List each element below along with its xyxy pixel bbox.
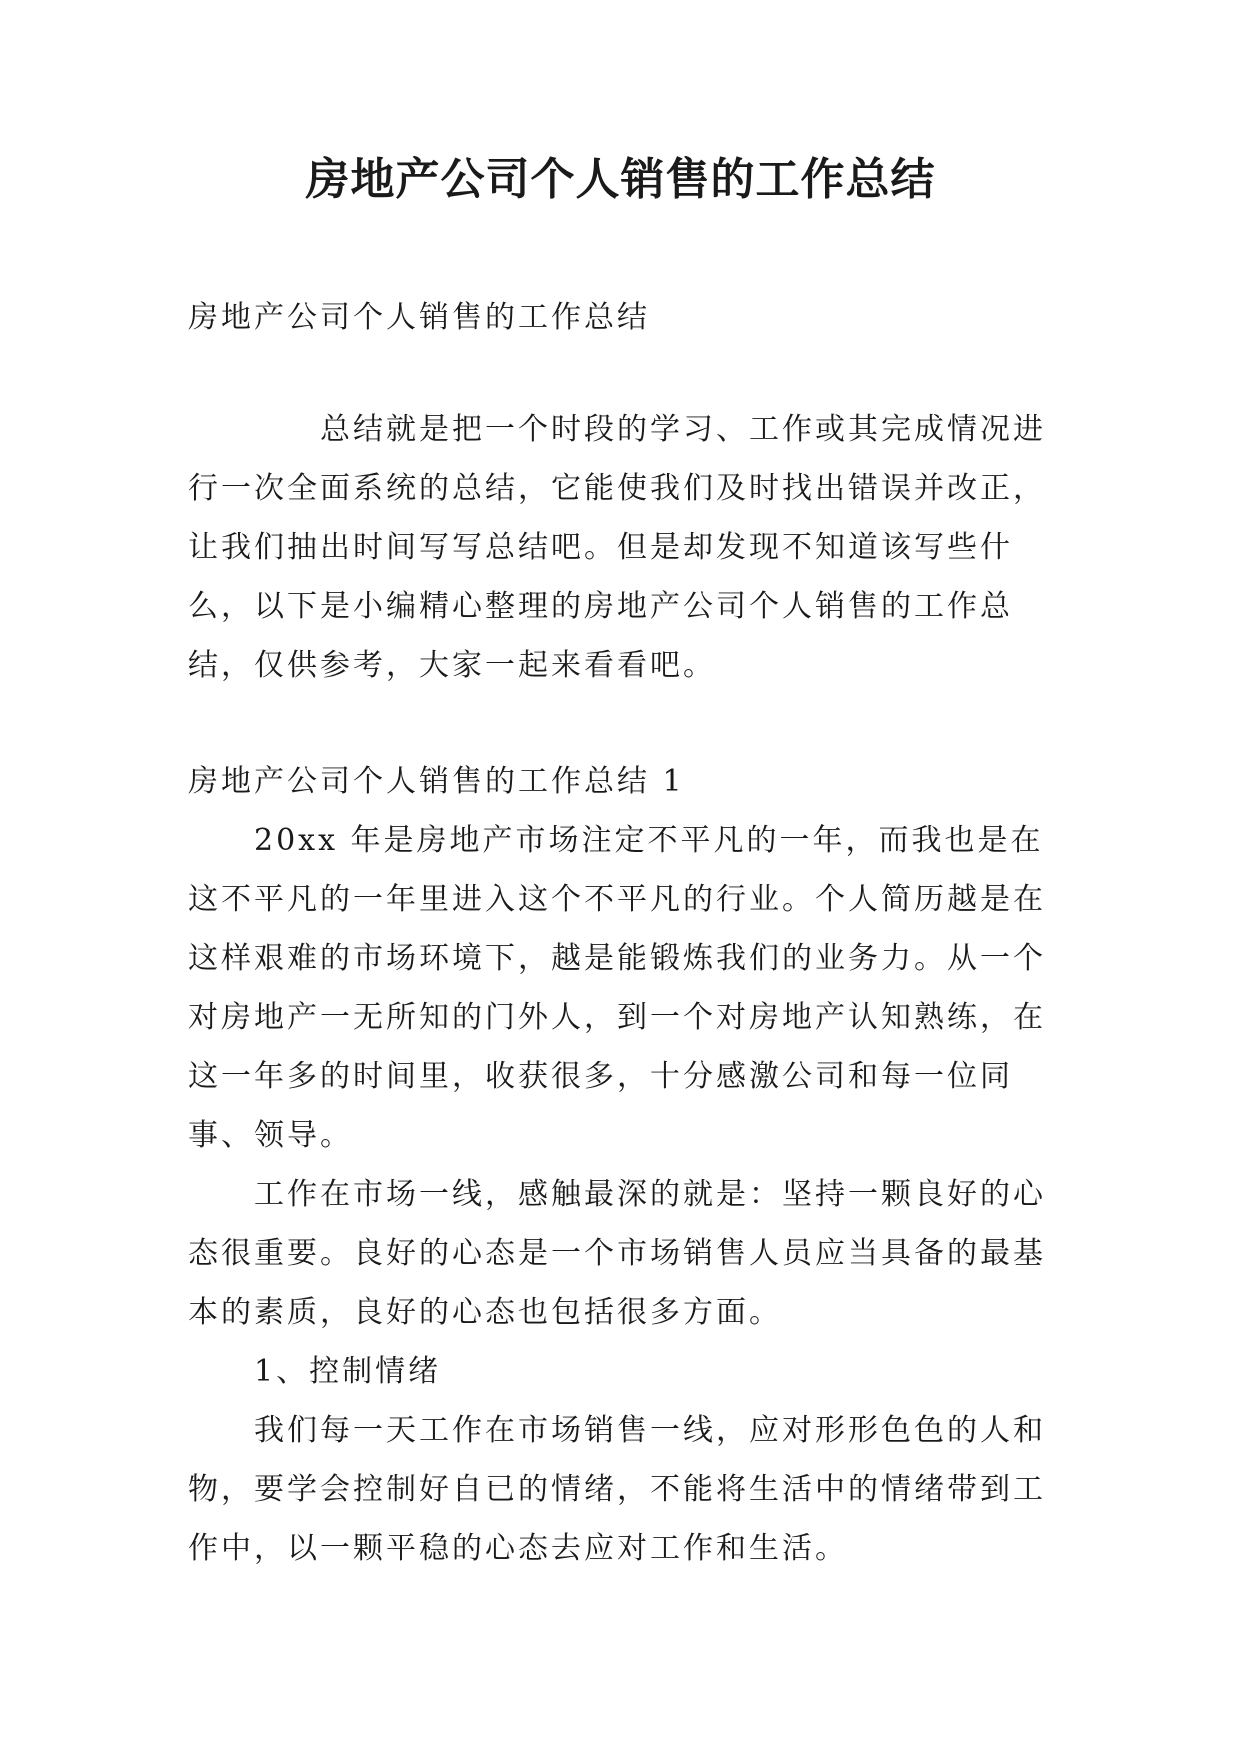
- section-1: [188, 752, 1068, 1578]
- intro-paragraph: 总结就是把一个时段的学习、工作或其完成情况进行一次全面系统的总结，它能使我们及时找出错误并改正，让我们抽出时间写写总结吧。但是却发现不知道该写些什么，以下是小编精心整理的房地产公司个人销售的工作总结，仅供参考，大家一起来看看吧。: [188, 412, 1046, 683]
- section-1-paragraph-3: 我们每一天工作在市场销售一线，应对形形色色的人和物，要学会控制好自已的情绪，不能将生活中的情绪带到工作中，以一颗平稳的心态去应对工作和生活。: [188, 1413, 1046, 1566]
- document-subtitle: 房地产公司个人销售的工作总结: [188, 300, 650, 335]
- section-1-heading: 房地产公司个人销售的工作总结 1: [188, 764, 685, 799]
- section-1-paragraph-1: 20xx 年是房地产市场注定不平凡的一年，而我也是在这不平凡的一年里进入这个不平凡的行业。个人简历越是在这样艰难的市场环境下，越是能锻炼我们的业务力。从一个对房地产一无所知的门外人，到一个对房地产认知熟练，在这一年多的时间里，收获很多，十分感激公司和每一位同事、领导。: [188, 823, 1046, 1153]
- section-1-paragraph-2: 工作在市场一线，感触最深的就是：坚持一颗良好的心态很重要。良好的心态是一个市场销售人员应当具备的最基本的素质，良好的心态也包括很多方面。: [188, 1177, 1046, 1330]
- document-title: 房地产公司个人销售的工作总结: [305, 154, 936, 205]
- section-1-subheading-control-emotions: 1、控制情绪: [254, 1354, 442, 1389]
